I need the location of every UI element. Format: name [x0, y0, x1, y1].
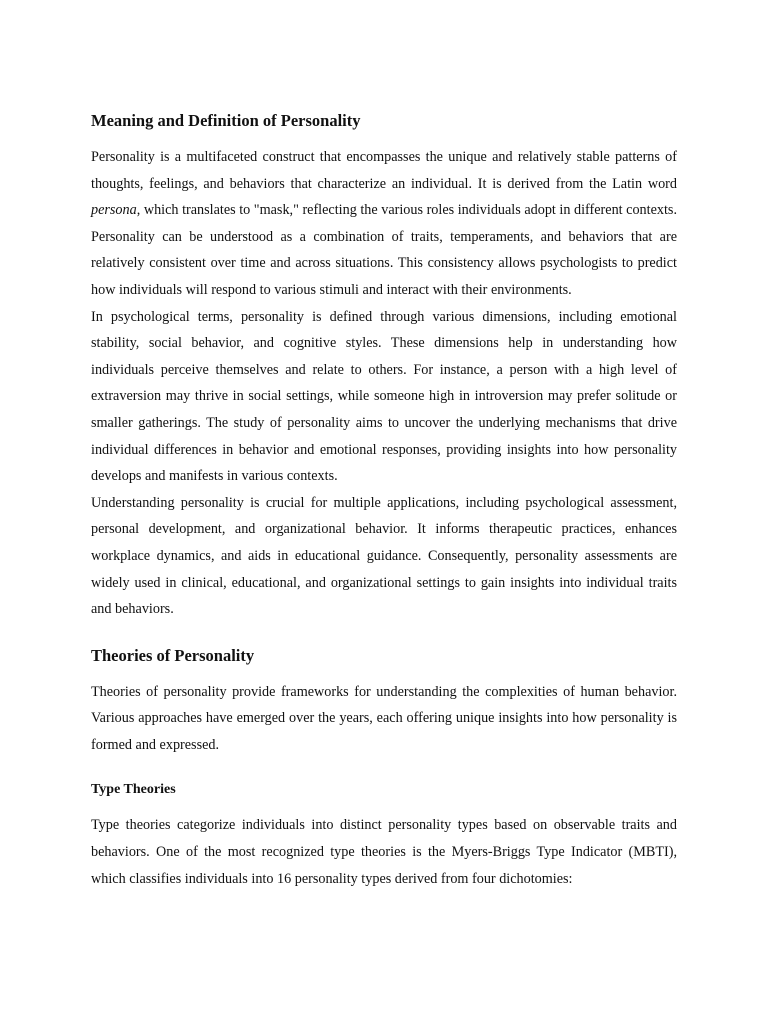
- paragraph-meaning-1-start: Personality is a multifaceted construct that encompasses the unique and relatively stable patterns of thoughts, feelings, and behaviors that characterize an individual. It is derived from the Latin word: [91, 149, 677, 192]
- heading-type-theories: Type Theories: [91, 782, 176, 798]
- document-page: [91, 108, 677, 892]
- paragraph-meaning-1-end: , which translates to "mask," reflecting the various roles individuals adopt in different contexts. Personality can be understood as a combination of traits, temperaments, and behaviors that are relatively consistent over time and across situations. This consistency allows psychologists to predict how individuals will respond to various stimuli and interact with their environments.: [91, 202, 677, 298]
- paragraph-meaning-1: [91, 144, 677, 304]
- heading-theories-of-personality: Theories of Personality: [91, 645, 255, 665]
- italic-term-persona: persona: [91, 202, 137, 219]
- paragraph-meaning-2: In psychological terms, personality is defined through various dimensions, including emotional stability, social behavior, and cognitive styles. These dimensions help in understanding how individuals perceive themselves and relate to others. For instance, a person with a high level of extraversion may thrive in social settings, while someone high in introversion may prefer solitude or smaller gatherings. The study of personality aims to uncover the underlying mechanisms that drive individual differences in behavior and emotional responses, providing insights into how personality develops and manifests in various contexts.: [91, 308, 677, 485]
- paragraph-meaning-3: Understanding personality is crucial for multiple applications, including psychological assessment, personal development, and organizational behavior. It informs therapeutic practices, enhances workplace dynamics, and aids in educational guidance. Consequently, personality assessments are widely used in clinical, educational, and organizational settings to gain insights into individual traits and behaviors.: [91, 494, 677, 618]
- paragraph-type-theories-1: Type theories categorize individuals into distinct personality types based on observable traits and behaviors. One of the most recognized type theories is the Myers-Briggs Type Indicator (MBTI), which classifies individuals into 16 personality types derived from four dichotomies:: [91, 817, 677, 887]
- paragraph-theories-1: Theories of personality provide frameworks for understanding the complexities of human behavior. Various approaches have emerged over the years, each offering unique insights into how personality is formed and expressed.: [91, 683, 677, 753]
- heading-meaning-definition: Meaning and Definition of Personality: [91, 111, 361, 130]
